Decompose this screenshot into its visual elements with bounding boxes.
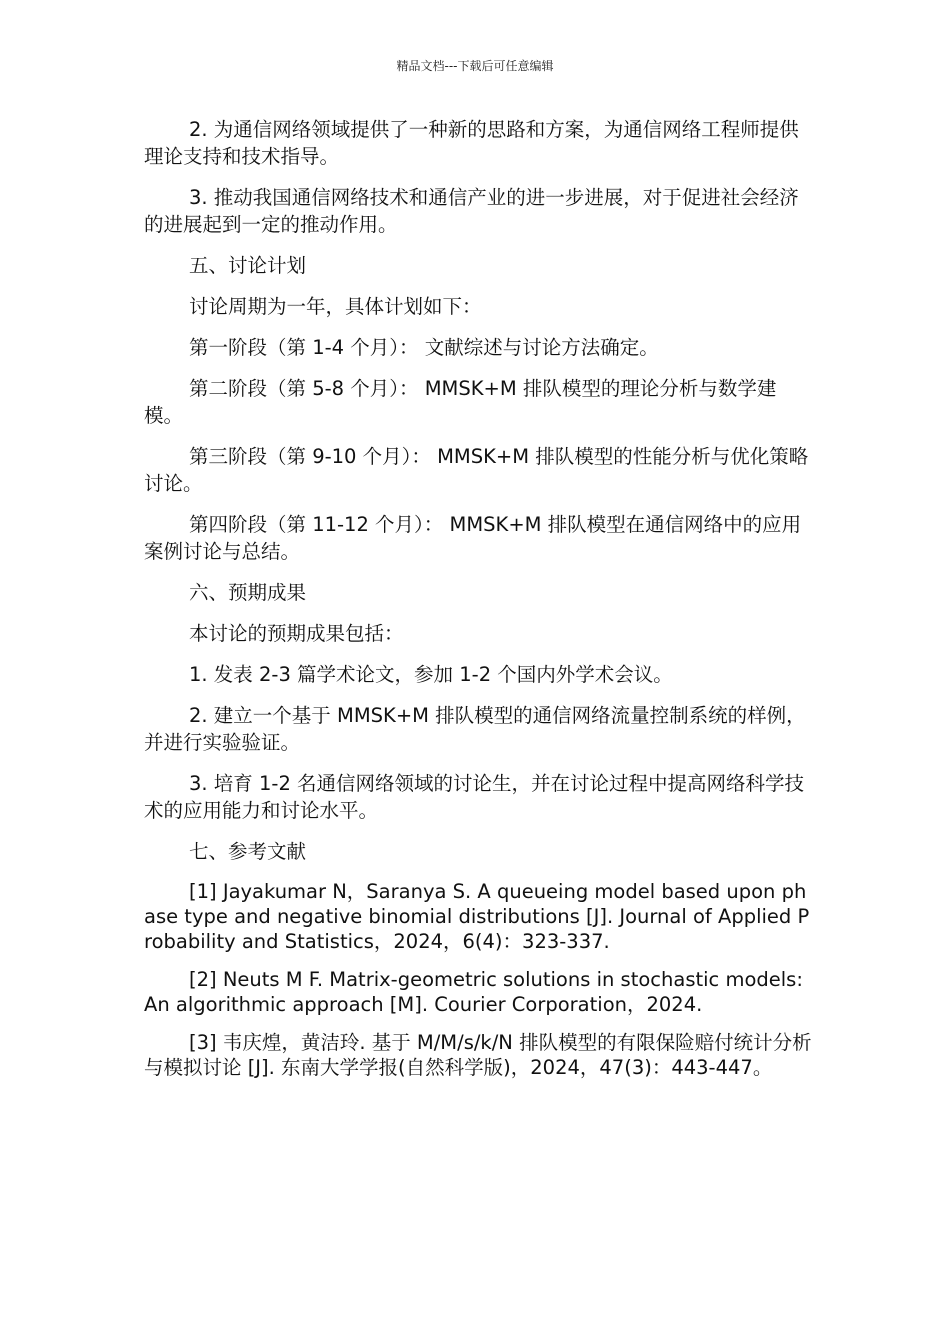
page-header: 精品文档---下载后可任意编辑 — [396, 59, 554, 73]
outcomes-intro: 本讨论的预期成果包括： — [189, 622, 404, 645]
outcome-item-3: 3. 培育 1-2 名通信网络领域的讨论生，并在讨论过程中提高网络科学技术的应用能力和讨论水平。 — [144, 772, 805, 822]
plan-stage-3: 第三阶段（第 9-10 个月）： MMSK+M 排队模型的性能分析与优化策略讨论。 — [144, 445, 809, 495]
plan-stage-4: 第四阶段（第 11-12 个月）： MMSK+M 排队模型在通信网络中的应用案例讨论与总结。 — [144, 513, 802, 563]
outcome-item-1: 1. 发表 2-3 篇学术论文，参加 1-2 个国内外学术会议。 — [189, 663, 673, 686]
plan-stage-2: 第二阶段（第 5-8 个月）： MMSK+M 排队模型的理论分析与数学建模。 — [144, 377, 777, 427]
section-heading-references: 七、参考文献 — [189, 840, 307, 863]
list-item-contribution-3: 3. 推动我国通信网络技术和通信产业的进一步进展，对于促进社会经济的进展起到一定的推动作用。 — [144, 186, 799, 236]
plan-intro: 讨论周期为一年，具体计划如下： — [189, 295, 482, 318]
section-heading-plan: 五、讨论计划 — [189, 254, 307, 277]
document-body — [144, 116, 812, 1093]
reference-item-3: [3] 韦庆煌，黄洁玲. 基于 M/M/s/k/N 排队模型的有限保险赔付统计分析与模拟讨论 [J]. 东南大学学报(自然科学版)，2024，47(3)：443-447。 — [144, 1031, 812, 1079]
outcome-item-2: 2. 建立一个基于 MMSK+M 排队模型的通信网络流量控制系统的样例，并进行实验验证。 — [144, 704, 806, 754]
list-item-contribution-2: 2. 为通信网络领域提供了一种新的思路和方案，为通信网络工程师提供理论支持和技术指导。 — [144, 118, 799, 168]
reference-item-1: [1] Jayakumar N，Saranya S. A queueing model based upon phase type and negative binomial distributions [J]. Journal of Applied Probability and Statistics，2024，6(4)：323-337. — [144, 880, 810, 953]
section-heading-outcomes: 六、预期成果 — [189, 581, 307, 604]
reference-item-2: [2] Neuts M F. Matrix-geometric solutions in stochastic models: An algorithmic approach [M]. Courier Corporation，2024. — [144, 968, 803, 1016]
plan-stage-1: 第一阶段（第 1-4 个月）： 文献综述与讨论方法确定。 — [189, 336, 659, 359]
